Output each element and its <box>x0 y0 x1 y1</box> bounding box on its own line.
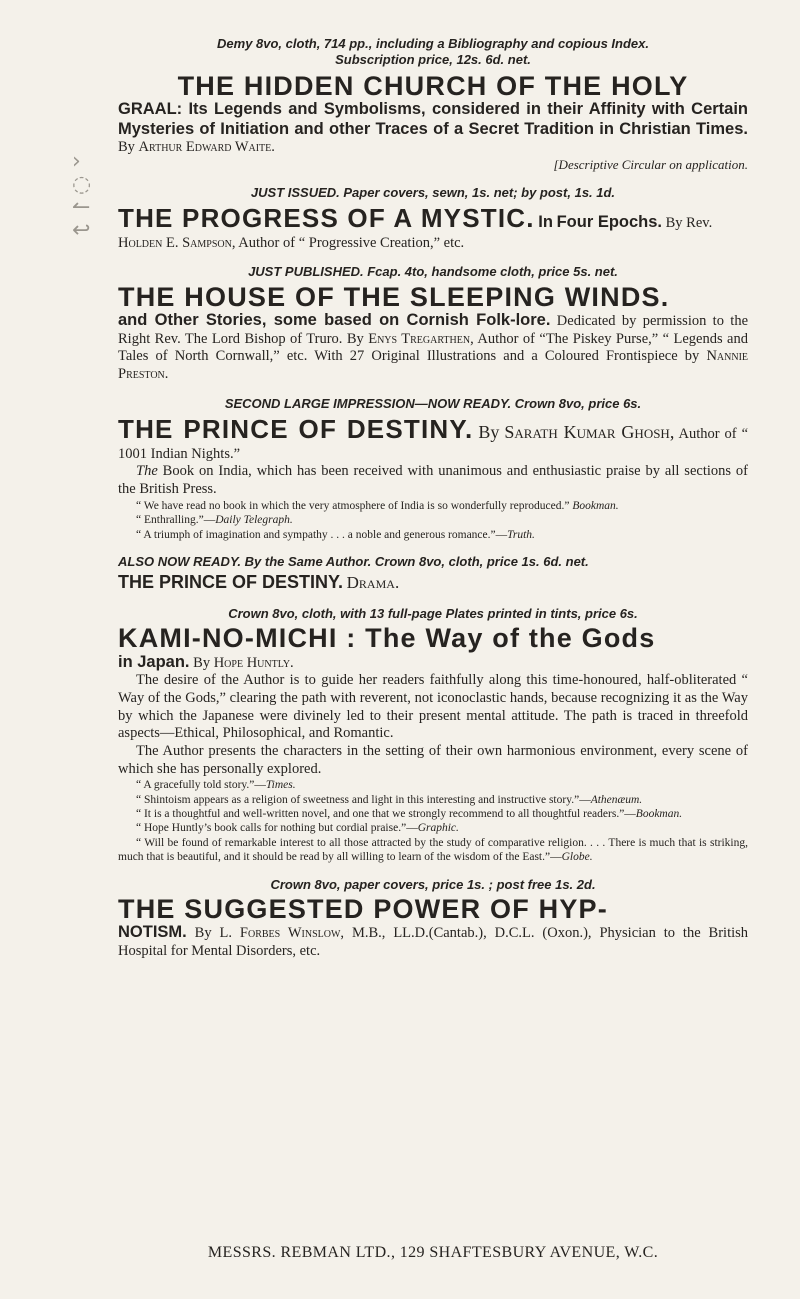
publisher-footer: MESSRS. REBMAN LTD., 129 SHAFTESBURY AVENUE, W.C. <box>207 1244 659 1261</box>
book-title: THE PRINCE OF DESTINY. <box>118 572 344 593</box>
listing-issue-line: Crown 8vo, paper covers, price 1s. ; post free 1s. 2d. <box>270 876 596 892</box>
by-label: By L. <box>194 925 232 942</box>
book-title: THE PROGRESS OF A MYSTIC. <box>118 203 535 234</box>
review-source: Bookman. <box>635 808 683 821</box>
review-source: Athenæum. <box>590 793 643 806</box>
review-text: “ We have read no book in which the very atmosphere of India is so wonderfully reproduced.” <box>136 499 570 512</box>
listing-issue-line: SECOND LARGE IMPRESSION—NOW READY. Crown 8vo, price 6s. <box>224 395 642 411</box>
review-text: “ A gracefully told story.”— <box>136 779 266 792</box>
book-subtitle-a: In <box>538 213 553 232</box>
review-source: Times. <box>265 779 296 792</box>
listing-price-line: Subscription price, 12s. 6d. net. <box>335 52 531 68</box>
review-quote <box>118 499 748 513</box>
author-credit: Author of “The Piskey Purse,” “ Legends and Tales of North Cornwall,” etc. With 27 Original Illustrations and a Coloured Frontispiece by <box>118 330 748 365</box>
review-quote <box>118 807 748 821</box>
review-quote <box>118 836 748 865</box>
author-credit: Author of “ Progressive Creation,” etc. <box>238 234 465 251</box>
listing-issue-line: ALSO NOW READY. By the Same Author. Crown 8vo, cloth, price 1s. 6d. net. <box>118 553 589 569</box>
author-name: Hope Huntly. <box>213 654 294 671</box>
author-name: Forbes Winslow, <box>239 925 345 942</box>
by-label: By <box>478 422 500 443</box>
book-subtitle: and Other Stories, some based on Cornish Folk-lore. <box>118 311 551 330</box>
by-label: By <box>118 139 135 156</box>
book-subtitle: GRAAL: Its Legends and Symbolisms, considered in their Affinity with Certain Mysteries of Initiation and other Traces of a Secret Tradition in Christian Times. <box>118 99 748 138</box>
description-paragraph: The Author presents the characters in the setting of their own harmonious environment, every scene of which she has personally explored. <box>118 742 748 777</box>
review-quote <box>118 528 748 542</box>
review-text: “ It is a thoughtful and well-written novel, and one that we strongly recommend to all thoughtful readers.”— <box>136 808 636 821</box>
review-quote <box>118 513 748 527</box>
listing-hidden-church <box>118 36 748 173</box>
book-form: Drama. <box>346 573 400 593</box>
descriptive-circular-note: [Descriptive Circular on application. <box>553 156 748 172</box>
listing-issue-line: Crown 8vo, cloth, with 13 full-page Plates printed in tints, price 6s. <box>228 605 638 621</box>
by-label: By <box>193 654 211 671</box>
author-credentials: M.B., LL.D.(Cantab.), D.C.L. (Oxon.), Physician to the British Hospital for Mental Disorders, etc. <box>118 925 749 959</box>
review-text: “ Hope Huntly’s book calls for nothing but cordial praise.”— <box>136 822 418 835</box>
book-subtitle-b: Four Epochs. <box>556 213 663 232</box>
review-quote <box>118 821 748 835</box>
review-source: Graphic. <box>417 822 459 835</box>
book-description: Book on India, which has been received with unanimous and enthusiastic praise by all sections of the British Press. <box>118 463 748 498</box>
listing-format-line: Demy 8vo, cloth, 714 pp., including a Bibliography and copious Index. <box>217 36 649 51</box>
listing-kami-no-michi <box>118 606 748 865</box>
para-italic-word: The <box>136 463 158 480</box>
listing-issue-line: JUST PUBLISHED. Fcap. 4to, handsome cloth, price 5s. net. <box>248 264 618 280</box>
description-paragraph: The desire of the Author is to guide her readers faithfully along this time-honoured, half-obliterated “ Way of the Gods,” clearing the path with reverent, not iconoclastic hands, because recognizing it as the Way by which the Japanese were divinely led to their present mental attitude. The path is traced in threefold aspects—Ethical, Philosophical, and Romantic. <box>118 672 748 742</box>
book-title-continuation: NOTISM. <box>118 923 187 942</box>
book-title: THE PRINCE OF DESTINY. <box>118 414 474 445</box>
advertisement-page <box>118 36 748 961</box>
illustrator-name: Nannie Preston. <box>118 348 749 383</box>
author-name: Enys Tregarthen, <box>368 330 474 347</box>
listing-issue-line: JUST ISSUED. Paper covers, sewn, 1s. net; by post, 1s. 1d. <box>250 184 616 200</box>
author-name: Arthur Edward Waite. <box>138 139 275 156</box>
review-text: “ Will be found of remarkable interest to all those attracted by the study of comparative religion. . . . There is much that is striking, much that is beautiful, and it should be read by all willing to learn of the wisdom of the East.”— <box>118 836 748 864</box>
listing-progress-of-a-mystic <box>118 185 748 253</box>
book-title: THE HOUSE OF THE SLEEPING WINDS. <box>118 281 670 312</box>
book-title: KAMI-NO-MICHI : The Way of the Gods <box>118 623 656 654</box>
review-source: Daily Telegraph. <box>215 514 293 527</box>
listing-prince-of-destiny-drama <box>118 554 748 594</box>
listing-prince-of-destiny <box>118 396 748 542</box>
review-quote <box>118 778 748 792</box>
author-name: Sarath Kumar Ghosh, <box>504 422 675 443</box>
margin-ink-marks: › ◌ ↼ ↩ <box>72 149 92 244</box>
review-source: Globe. <box>561 851 593 864</box>
author-credit: Author of “ 1001 Indian Nights.” <box>118 426 749 462</box>
review-quote <box>118 793 748 807</box>
by-label: By Rev. <box>665 215 713 232</box>
review-source: Bookman. <box>572 499 619 512</box>
book-title: THE SUGGESTED POWER OF HYP- <box>118 893 608 924</box>
author-name: Holden E. Sampson, <box>118 234 236 251</box>
review-text: “ Enthralling.”— <box>136 514 216 527</box>
book-title: THE HIDDEN CHURCH OF THE HOLY <box>177 70 689 101</box>
review-text: “ A triumph of imagination and sympathy . . . a noble and generous romance.”— <box>136 528 508 541</box>
book-subtitle: in Japan. <box>118 652 190 671</box>
dedication-text: Dedicated by permission to the Right Rev. The Lord Bishop of Truro. By <box>118 313 749 347</box>
listing-suggested-power-of-hypnotism <box>118 877 748 961</box>
listing-house-of-sleeping-winds <box>118 264 748 383</box>
review-source: Truth. <box>507 528 535 541</box>
review-text: “ Shintoism appears as a religion of sweetness and light in this interesting and instructive story.”— <box>136 793 591 806</box>
